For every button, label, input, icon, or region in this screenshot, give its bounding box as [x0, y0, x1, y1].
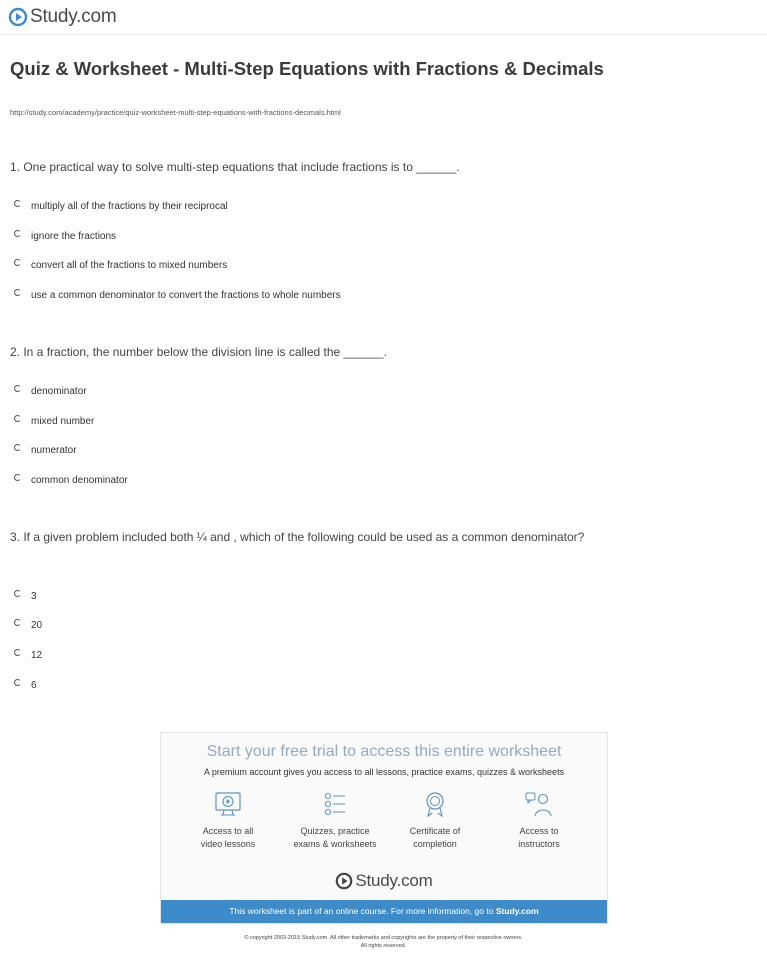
feature-label-line1: Quizzes, practice [300, 826, 370, 836]
option-label: use a common denominator to convert the fractions to whole numbers [31, 290, 341, 301]
question-1-option-d[interactable] [14, 290, 341, 301]
certificate-icon [420, 791, 450, 817]
instructor-icon [524, 791, 554, 817]
radio-icon[interactable] [14, 230, 21, 237]
promo-info-bar [161, 900, 607, 923]
question-1-option-b[interactable] [14, 231, 116, 242]
question-1-option-a[interactable] [14, 201, 228, 212]
feature-label-line2: exams & worksheets [293, 839, 377, 849]
option-label: denominator [31, 386, 87, 397]
option-label: convert all of the fractions to mixed numbers [31, 260, 228, 271]
promo-bar-text: This worksheet is part of an online course. For more information, go to [229, 906, 496, 916]
feature-label [178, 825, 278, 851]
play-circle-icon [8, 7, 28, 27]
feature-label [489, 825, 589, 851]
question-1: 1. One practical way to solve multi-step equations that include fractions is to ______. [10, 160, 460, 174]
promo-bar-link[interactable]: Study.com [495, 906, 539, 916]
radio-icon[interactable] [14, 385, 21, 392]
feature-certificate [385, 791, 485, 851]
quiz-list-icon [320, 791, 350, 817]
option-label: multiply all of the fractions by their reciprocal [31, 201, 228, 212]
question-2-option-d[interactable] [14, 475, 128, 486]
page-url: http://study.com/academy/practice/quiz-worksheet-multi-step-equations-with-fractions-decimals.html [10, 108, 341, 117]
option-label: 6 [31, 680, 37, 691]
feature-label-line2: instructors [518, 839, 560, 849]
radio-icon[interactable] [14, 415, 21, 422]
question-2-option-c[interactable] [14, 445, 77, 456]
feature-quizzes [285, 791, 385, 851]
option-label: ignore the fractions [31, 231, 117, 242]
question-2-option-b[interactable] [14, 416, 94, 427]
logo-text: Study.com [30, 6, 117, 27]
question-3-option-d[interactable] [14, 680, 37, 691]
radio-icon[interactable] [14, 590, 21, 597]
radio-icon[interactable] [14, 649, 21, 656]
header-divider [0, 34, 767, 35]
question-3: 3. If a given problem included both ¼ and , which of the following could be used as a common denominator? [10, 530, 585, 544]
question-3-option-c[interactable] [14, 650, 42, 661]
feature-label-line1: Access to [519, 826, 559, 836]
promo-title: Start your free trial to access this entire worksheet [206, 743, 562, 760]
option-label: 3 [31, 591, 37, 602]
copyright [0, 934, 767, 950]
option-label: 12 [31, 650, 43, 661]
play-circle-icon [335, 872, 353, 890]
promo-logo-text: Study.com [355, 871, 433, 890]
feature-label-line1: Certificate of [409, 826, 461, 836]
promo-study-logo[interactable] [161, 871, 607, 891]
radio-icon[interactable] [14, 289, 21, 296]
promo-subtitle: A premium account gives you access to all lessons, practice exams, quizzes & worksheets [203, 767, 565, 777]
radio-icon[interactable] [14, 474, 21, 481]
option-label: mixed number [31, 416, 95, 427]
question-2: 2. In a fraction, the number below the division line is called the ______. [10, 345, 387, 359]
feature-label-line2: completion [413, 839, 457, 849]
video-lesson-icon [213, 791, 243, 817]
question-1-option-c[interactable] [14, 260, 227, 271]
radio-icon[interactable] [14, 444, 21, 451]
option-label: common denominator [31, 475, 128, 486]
copyright-line1: © copyright 2003-2015 Study.com. All other trademarks and copyrights are the property of their respective owners. [244, 935, 523, 941]
feature-label-line1: Access to all [202, 826, 254, 836]
feature-label [285, 825, 385, 851]
option-label: numerator [31, 445, 77, 456]
question-3-option-a[interactable] [14, 591, 37, 602]
copyright-line2: All rights reserved. [360, 943, 407, 949]
study-logo[interactable] [8, 6, 117, 28]
free-trial-promo [160, 732, 608, 924]
radio-icon[interactable] [14, 619, 21, 626]
option-label: 20 [31, 620, 43, 631]
question-3-option-b[interactable] [14, 620, 42, 631]
feature-instructors [489, 791, 589, 851]
feature-label-line2: video lessons [200, 839, 256, 849]
radio-icon[interactable] [14, 259, 21, 266]
question-2-option-a[interactable] [14, 386, 87, 397]
radio-icon[interactable] [14, 679, 21, 686]
page-title: Quiz & Worksheet - Multi-Step Equations with Fractions & Decimals [10, 58, 604, 79]
feature-label [385, 825, 485, 851]
feature-video-lessons [178, 791, 278, 851]
radio-icon[interactable] [14, 200, 21, 207]
